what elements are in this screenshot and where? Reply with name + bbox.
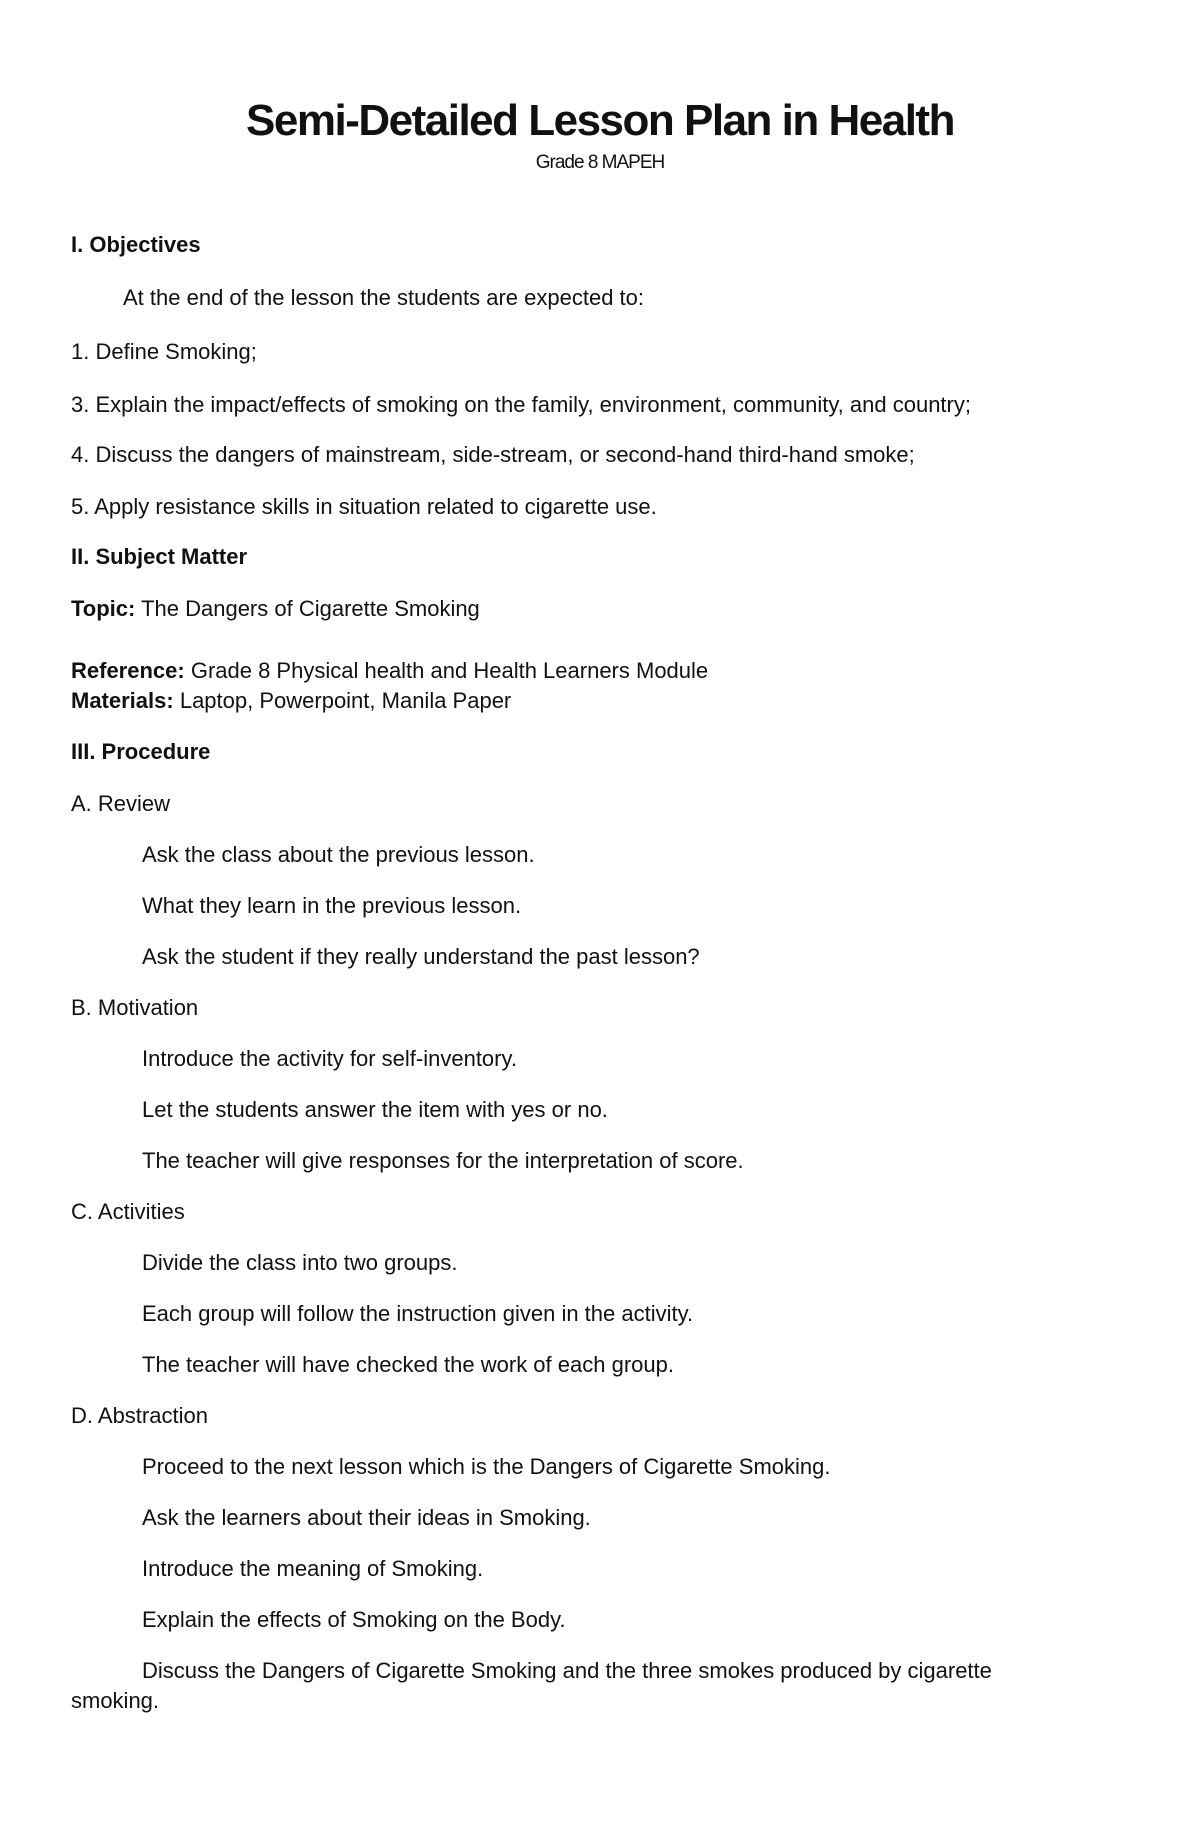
topic-value: The Dangers of Cigarette Smoking xyxy=(135,596,480,621)
materials-line xyxy=(71,686,511,716)
objectives-heading: I. Objectives xyxy=(71,232,201,257)
objectives-intro: At the end of the lesson the students are expected to: xyxy=(123,285,645,310)
motivation-heading: B. Motivation xyxy=(71,995,199,1020)
document-title: Semi-Detailed Lesson Plan in Health xyxy=(246,96,954,145)
reference-label: Reference: xyxy=(71,658,185,683)
abstraction-item: Proceed to the next lesson which is the Dangers of Cigarette Smoking. xyxy=(142,1454,831,1479)
motivation-item: The teacher will give responses for the interpretation of score. xyxy=(142,1148,744,1173)
review-item: What they learn in the previous lesson. xyxy=(142,893,522,918)
motivation-item: Let the students answer the item with yes or no. xyxy=(142,1097,608,1122)
activities-item: Divide the class into two groups. xyxy=(142,1250,458,1275)
abstraction-item: Explain the effects of Smoking on the Body. xyxy=(142,1607,566,1632)
document-subtitle: Grade 8 MAPEH xyxy=(535,152,665,173)
materials-label: Materials: xyxy=(71,688,174,713)
materials-value: Laptop, Powerpoint, Manila Paper xyxy=(173,688,512,713)
subject-matter-heading: II. Subject Matter xyxy=(71,544,248,569)
review-item: Ask the class about the previous lesson. xyxy=(142,842,535,867)
topic-label: Topic: xyxy=(71,596,136,621)
objective-item: 1. Define Smoking; xyxy=(71,339,257,364)
objective-item: 3. Explain the impact/effects of smoking on the family, environment, community, and country; xyxy=(71,392,971,417)
abstraction-paragraph: Discuss the Dangers of Cigarette Smoking and the three smokes produced by cigarette smoking. xyxy=(71,1658,992,1713)
objective-item: 5. Apply resistance skills in situation related to cigarette use. xyxy=(71,494,657,519)
reference-value: Grade 8 Physical health and Health Learners Module xyxy=(184,658,709,683)
objective-item: 4. Discuss the dangers of mainstream, side-stream, or second-hand third-hand smoke; xyxy=(71,442,915,467)
activities-item: The teacher will have checked the work of each group. xyxy=(142,1352,674,1377)
activities-item: Each group will follow the instruction given in the activity. xyxy=(142,1301,694,1326)
topic-line xyxy=(71,594,480,624)
review-item: Ask the student if they really understand the past lesson? xyxy=(142,944,700,969)
reference-line xyxy=(71,656,708,686)
review-heading: A. Review xyxy=(71,791,171,816)
abstraction-item: Introduce the meaning of Smoking. xyxy=(142,1556,484,1581)
procedure-heading: III. Procedure xyxy=(71,739,211,764)
motivation-item: Introduce the activity for self-inventory. xyxy=(142,1046,517,1071)
activities-heading: C. Activities xyxy=(71,1199,185,1224)
abstraction-heading: D. Abstraction xyxy=(71,1403,208,1428)
abstraction-item: Ask the learners about their ideas in Smoking. xyxy=(142,1505,591,1530)
